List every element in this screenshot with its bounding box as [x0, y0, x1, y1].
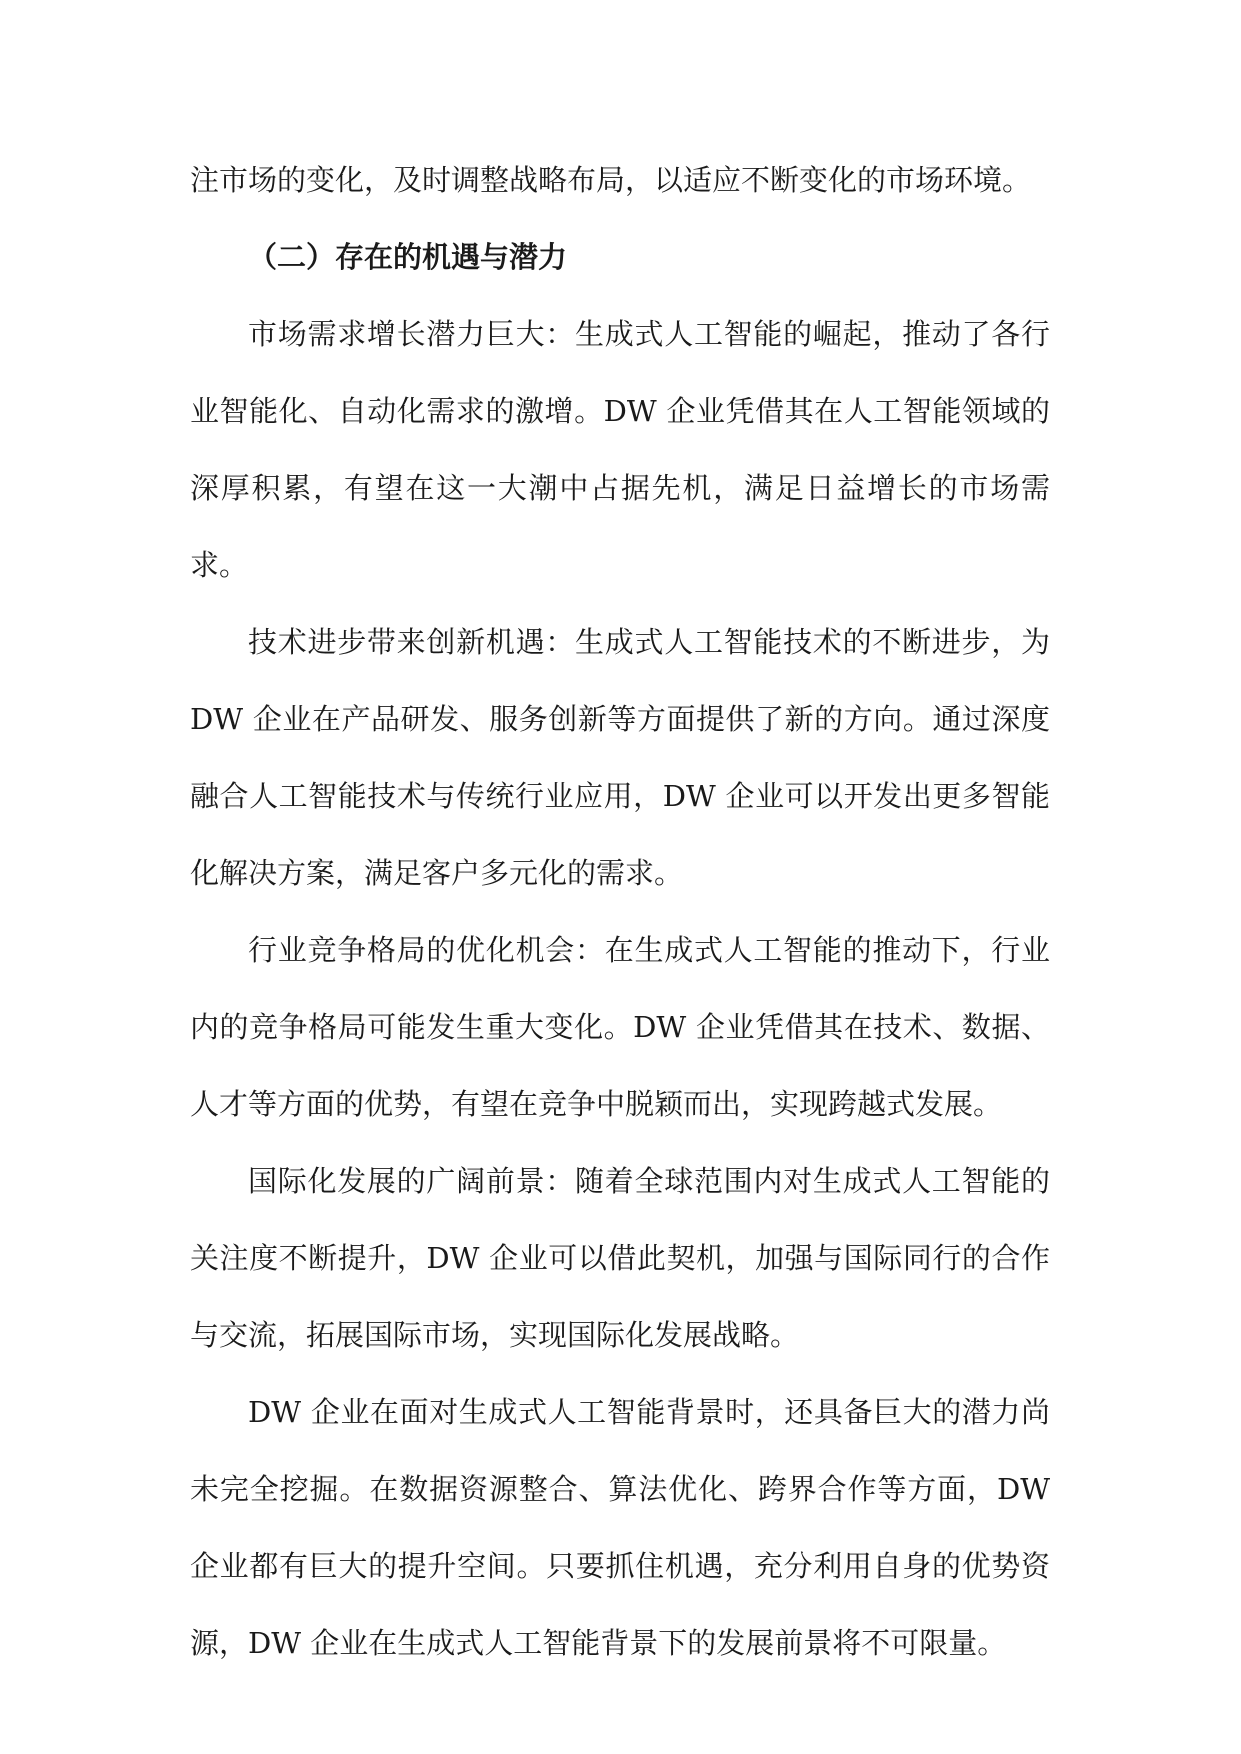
section-heading: （二）存在的机遇与潜力	[248, 240, 568, 274]
paragraph-internationalization: 国际化发展的广阔前景：随着全球范围内对生成式人工智能的关注度不断提升，DW 企业可以借此契机，加强与国际同行的合作与交流，拓展国际市场，实现国际化发展战略。	[190, 1164, 1050, 1352]
paragraph-technology-innovation: 技术进步带来创新机遇：生成式人工智能技术的不断进步，为 DW 企业在产品研发、服务创新等方面提供了新的方向。通过深度融合人工智能技术与传统行业应用，DW 企业可以开发出更多智能化解决方案，满足客户多元化的需求。	[190, 625, 1050, 890]
paragraph-potential-summary: DW 企业在面对生成式人工智能背景时，还具备巨大的潜力尚未完全挖掘。在数据资源整合、算法优化、跨界合作等方面，DW 企业都有巨大的提升空间。只要抓住机遇，充分利用自身的优势资源，DW 企业在生成式人工智能背景下的发展前景将不可限量。	[190, 1395, 1050, 1660]
paragraph-competition-landscape: 行业竞争格局的优化机会：在生成式人工智能的推动下，行业内的竞争格局可能发生重大变化。DW 企业凭借其在技术、数据、人才等方面的优势，有望在竞争中脱颖而出，实现跨越式发展。	[190, 933, 1050, 1121]
paragraph-market-demand: 市场需求增长潜力巨大：生成式人工智能的崛起，推动了各行业智能化、自动化需求的激增。DW 企业凭借其在人工智能领域的深厚积累，有望在这一大潮中占据先机，满足日益增长的市场需求。	[190, 317, 1050, 582]
document-body	[190, 142, 1050, 1682]
continuation-paragraph: 注市场的变化，及时调整战略布局，以适应不断变化的市场环境。	[190, 163, 1032, 197]
